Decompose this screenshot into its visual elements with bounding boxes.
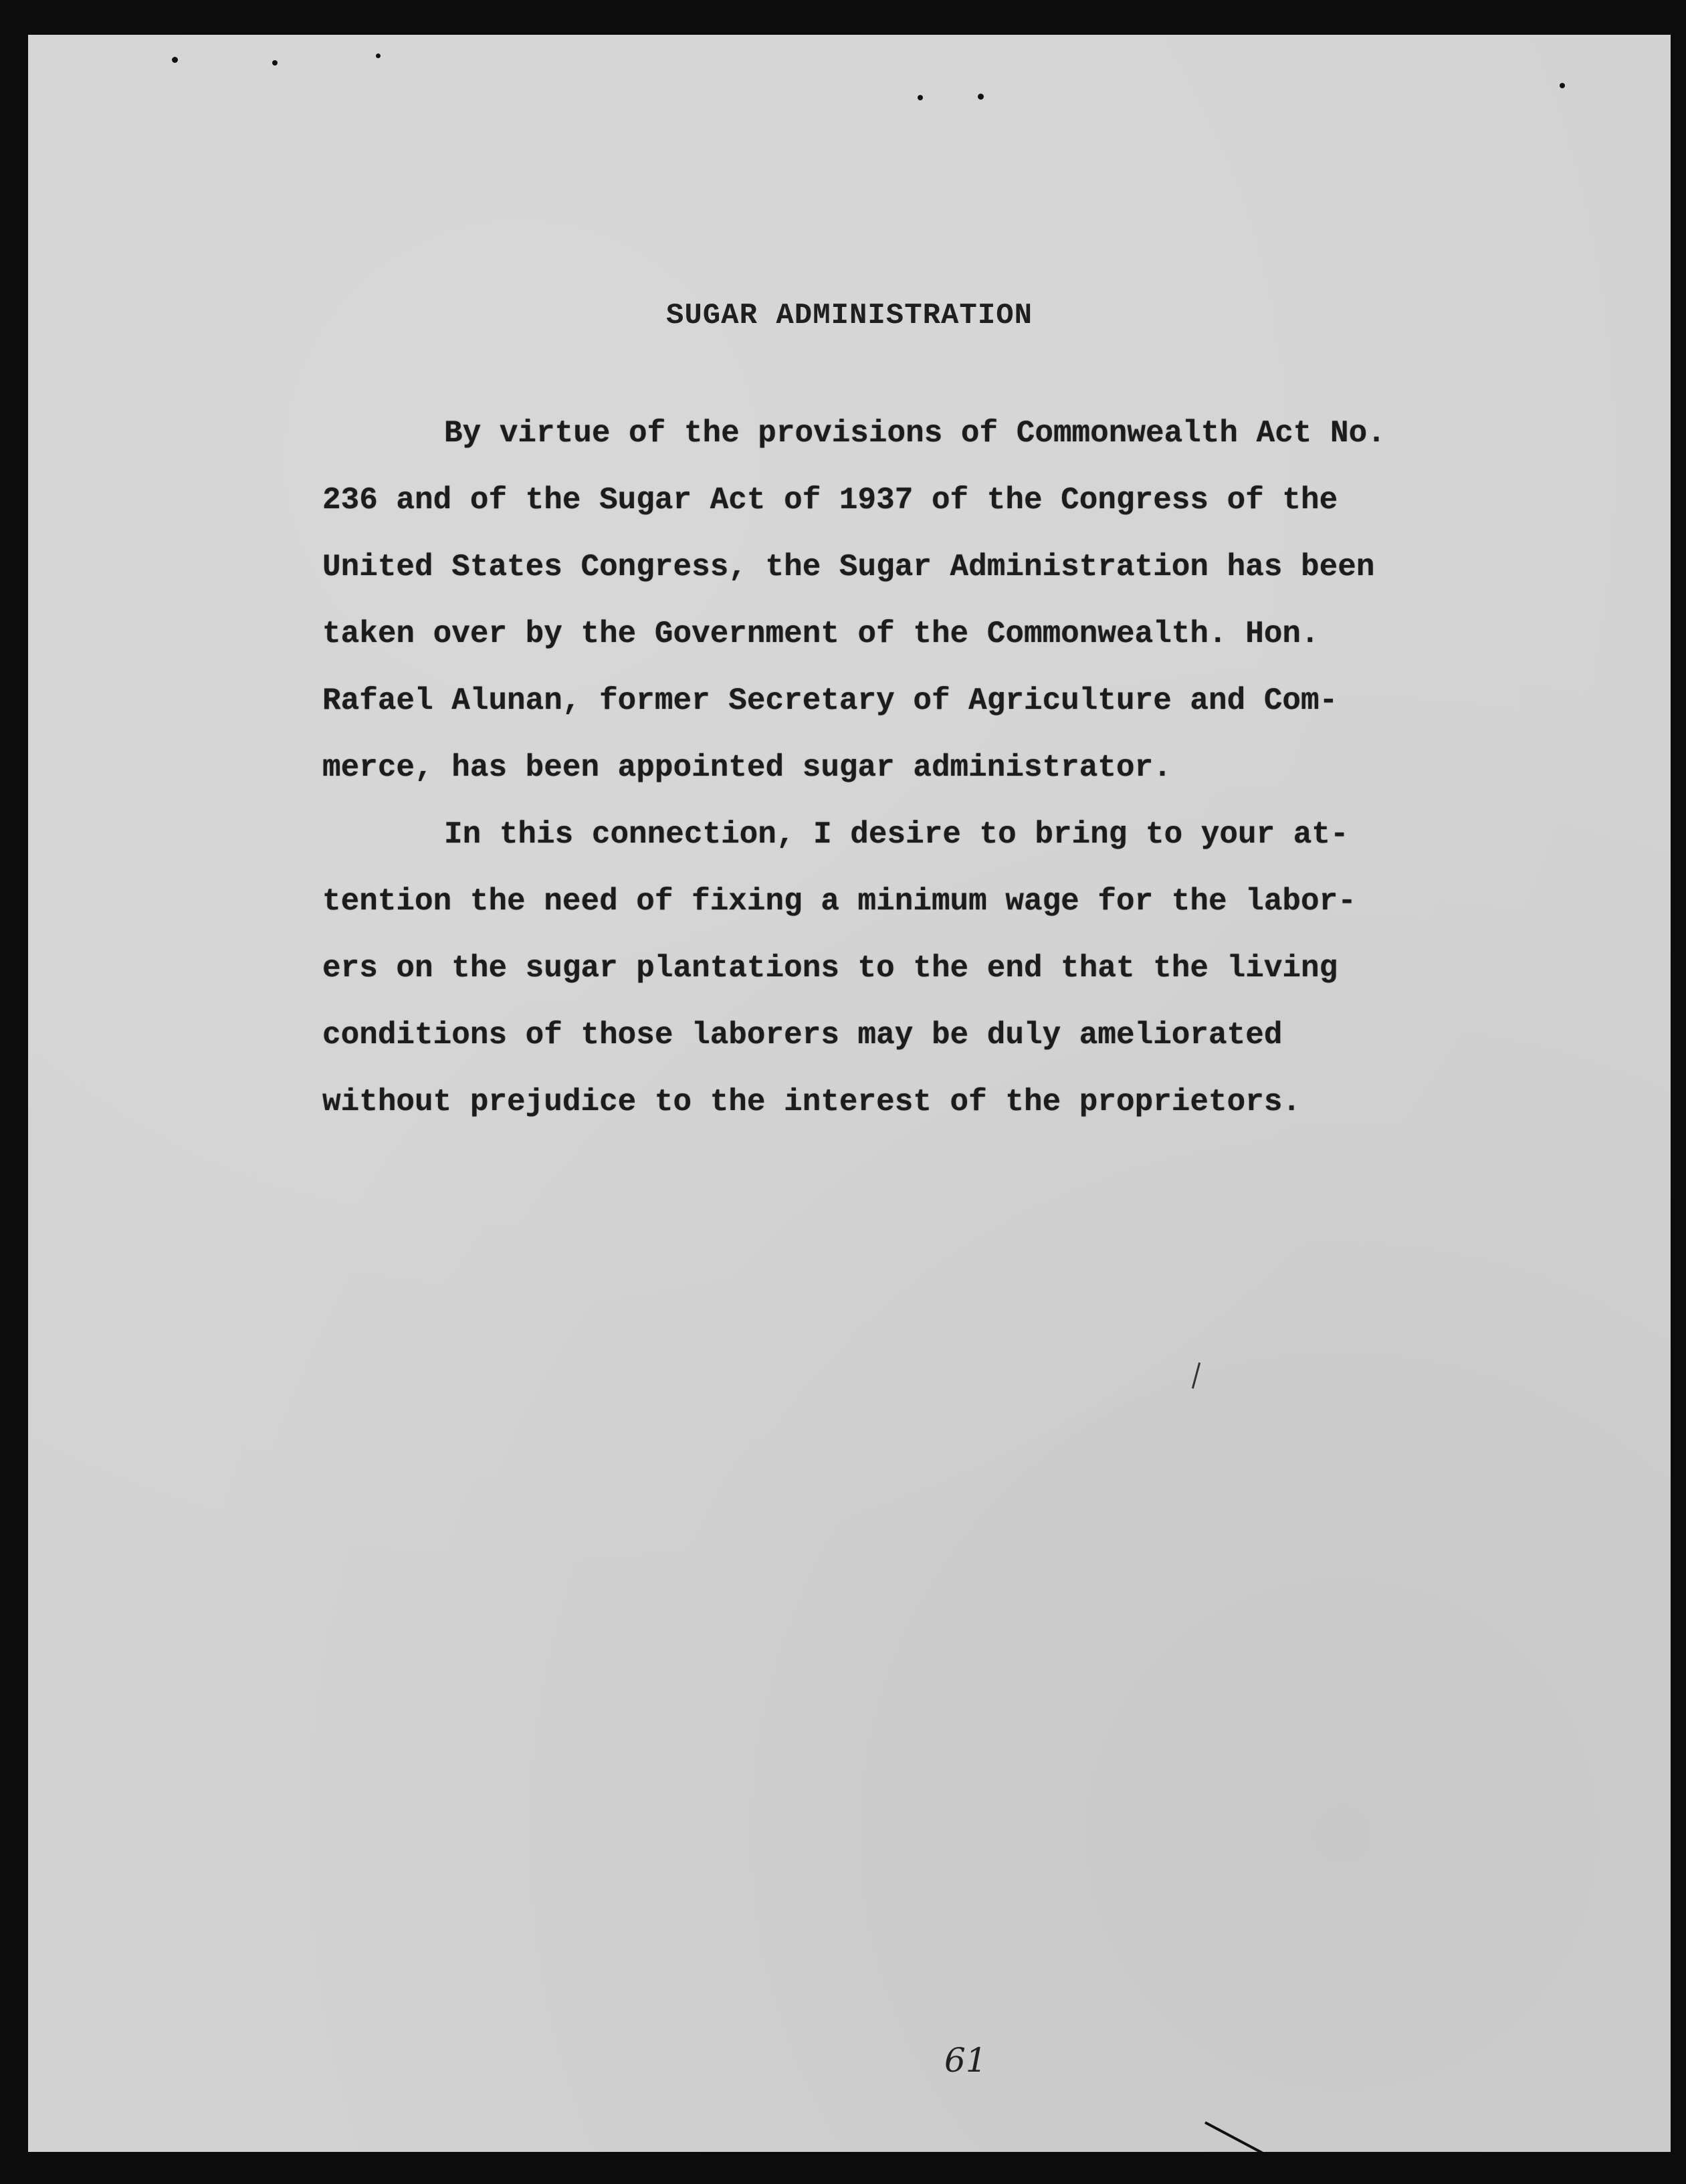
- paragraph-1-line-4: taken over by the Government of the Commonwealth. Hon.: [322, 617, 1320, 651]
- scan-speck: [272, 60, 278, 66]
- paragraph-2-line-4: conditions of those laborers may be duly ameliorated: [322, 1018, 1283, 1053]
- paragraph-1-line-1: By virtue of the provisions of Commonwealth Act No.: [444, 416, 1386, 451]
- paragraph-2-line-2: tention the need of fixing a minimum wage for the labor-: [322, 884, 1356, 919]
- paragraph-2-line-5: without prejudice to the interest of the proprietors.: [322, 1085, 1301, 1119]
- paragraph-1-line-6: merce, has been appointed sugar administrator.: [322, 750, 1172, 785]
- scan-speck: [1560, 83, 1565, 88]
- paragraph-1-line-2: 236 and of the Sugar Act of 1937 of the Congress of the: [322, 483, 1338, 518]
- document-page: [28, 35, 1671, 2152]
- pen-tick-mark: [1192, 1362, 1200, 1388]
- paragraph-1-line-3: United States Congress, the Sugar Administration has been: [322, 550, 1375, 584]
- scan-speck: [978, 94, 984, 100]
- paragraph-2-line-1: In this connection, I desire to bring to your at-: [444, 817, 1349, 852]
- page-number: 61: [944, 2041, 987, 2080]
- document-title: SUGAR ADMINISTRATION: [665, 299, 1033, 332]
- paragraph-2-line-3: ers on the sugar plantations to the end that the living: [322, 951, 1338, 986]
- scan-speck: [918, 95, 923, 100]
- scan-speck: [376, 53, 381, 58]
- paragraph-1-line-5: Rafael Alunan, former Secretary of Agriculture and Com-: [322, 683, 1338, 718]
- pen-stroke-mark: [1204, 2121, 1265, 2152]
- scan-speck: [172, 57, 178, 63]
